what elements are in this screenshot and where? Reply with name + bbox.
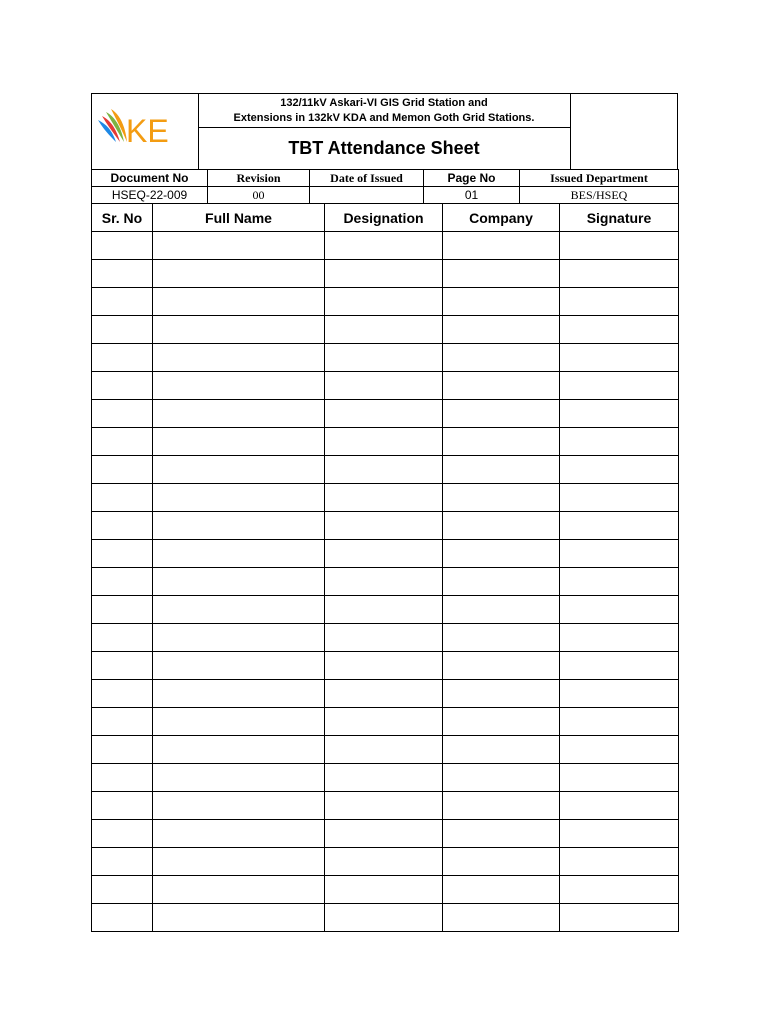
full-name-cell[interactable] xyxy=(153,232,325,260)
col-header-sr-no: Sr. No xyxy=(92,204,153,232)
company-cell[interactable] xyxy=(443,400,560,428)
designation-cell[interactable] xyxy=(325,904,443,932)
company-cell[interactable] xyxy=(443,624,560,652)
designation-cell[interactable] xyxy=(325,288,443,316)
col-header-designation: Designation xyxy=(325,204,443,232)
sr-no-cell[interactable] xyxy=(92,596,153,624)
company-cell[interactable] xyxy=(443,876,560,904)
company-cell[interactable] xyxy=(443,316,560,344)
company-cell[interactable] xyxy=(443,484,560,512)
header-block xyxy=(91,93,678,170)
signature-cell[interactable] xyxy=(560,680,679,708)
ke-logo xyxy=(96,106,194,156)
designation-cell[interactable] xyxy=(325,428,443,456)
project-title xyxy=(198,94,570,128)
full-name-cell[interactable] xyxy=(153,344,325,372)
table-row xyxy=(92,344,679,372)
full-name-cell[interactable] xyxy=(153,456,325,484)
signature-cell[interactable] xyxy=(560,792,679,820)
logo-cell xyxy=(92,94,199,169)
full-name-cell[interactable] xyxy=(153,624,325,652)
company-cell[interactable] xyxy=(443,288,560,316)
full-name-cell[interactable] xyxy=(153,904,325,932)
meta-label-row xyxy=(92,170,679,187)
table-row xyxy=(92,708,679,736)
sr-no-cell[interactable] xyxy=(92,624,153,652)
company-cell[interactable] xyxy=(443,736,560,764)
table-row xyxy=(92,596,679,624)
table-row xyxy=(92,904,679,932)
page-no-value: 01 xyxy=(424,187,520,204)
designation-cell[interactable] xyxy=(325,316,443,344)
company-cell[interactable] xyxy=(443,652,560,680)
sr-no-cell[interactable] xyxy=(92,344,153,372)
signature-cell[interactable] xyxy=(560,400,679,428)
designation-cell[interactable] xyxy=(325,232,443,260)
full-name-cell[interactable] xyxy=(153,288,325,316)
full-name-cell[interactable] xyxy=(153,372,325,400)
signature-cell[interactable] xyxy=(560,820,679,848)
table-row xyxy=(92,484,679,512)
sr-no-cell[interactable] xyxy=(92,400,153,428)
date-of-issued-value xyxy=(310,187,424,204)
full-name-cell[interactable] xyxy=(153,876,325,904)
signature-cell[interactable] xyxy=(560,540,679,568)
signature-cell[interactable] xyxy=(560,288,679,316)
designation-cell[interactable] xyxy=(325,484,443,512)
sr-no-cell[interactable] xyxy=(92,904,153,932)
sr-no-cell[interactable] xyxy=(92,680,153,708)
signature-cell[interactable] xyxy=(560,764,679,792)
col-header-full-name: Full Name xyxy=(153,204,325,232)
full-name-cell[interactable] xyxy=(153,708,325,736)
project-line-1: 132/11kV Askari-VI GIS Grid Station and xyxy=(280,97,488,109)
table-row xyxy=(92,372,679,400)
full-name-cell[interactable] xyxy=(153,764,325,792)
full-name-cell[interactable] xyxy=(153,820,325,848)
signature-cell[interactable] xyxy=(560,372,679,400)
company-cell[interactable] xyxy=(443,540,560,568)
logo-text: KE xyxy=(126,113,169,149)
table-row xyxy=(92,736,679,764)
signature-cell[interactable] xyxy=(560,904,679,932)
designation-cell[interactable] xyxy=(325,624,443,652)
signature-cell[interactable] xyxy=(560,596,679,624)
designation-cell[interactable] xyxy=(325,400,443,428)
sr-no-cell[interactable] xyxy=(92,848,153,876)
designation-cell[interactable] xyxy=(325,344,443,372)
sheet-title: TBT Attendance Sheet xyxy=(288,137,480,158)
sr-no-cell[interactable] xyxy=(92,316,153,344)
table-row xyxy=(92,764,679,792)
signature-cell[interactable] xyxy=(560,456,679,484)
designation-cell[interactable] xyxy=(325,512,443,540)
table-row xyxy=(92,260,679,288)
attendance-rows xyxy=(92,232,679,932)
full-name-cell[interactable] xyxy=(153,260,325,288)
company-cell[interactable] xyxy=(443,708,560,736)
sr-no-cell[interactable] xyxy=(92,792,153,820)
table-row xyxy=(92,624,679,652)
company-cell[interactable] xyxy=(443,260,560,288)
sr-no-cell[interactable] xyxy=(92,876,153,904)
designation-cell[interactable] xyxy=(325,736,443,764)
sr-no-cell[interactable] xyxy=(92,428,153,456)
table-row xyxy=(92,876,679,904)
designation-cell[interactable] xyxy=(325,792,443,820)
title-cell xyxy=(198,94,571,169)
full-name-cell[interactable] xyxy=(153,484,325,512)
designation-cell[interactable] xyxy=(325,708,443,736)
issued-department-label: Issued Department xyxy=(520,170,679,187)
signature-cell[interactable] xyxy=(560,736,679,764)
designation-cell[interactable] xyxy=(325,764,443,792)
company-cell[interactable] xyxy=(443,456,560,484)
table-row xyxy=(92,680,679,708)
table-row xyxy=(92,568,679,596)
table-row xyxy=(92,820,679,848)
attendance-sheet xyxy=(91,93,678,932)
col-header-company: Company xyxy=(443,204,560,232)
signature-cell[interactable] xyxy=(560,484,679,512)
table-row xyxy=(92,848,679,876)
revision-label: Revision xyxy=(208,170,310,187)
signature-cell[interactable] xyxy=(560,428,679,456)
date-of-issued-label: Date of Issued xyxy=(310,170,424,187)
sr-no-cell[interactable] xyxy=(92,456,153,484)
company-cell[interactable] xyxy=(443,428,560,456)
company-cell[interactable] xyxy=(443,680,560,708)
designation-cell[interactable] xyxy=(325,540,443,568)
document-no-label: Document No xyxy=(92,170,208,187)
full-name-cell[interactable] xyxy=(153,680,325,708)
table-row xyxy=(92,428,679,456)
company-cell[interactable] xyxy=(443,904,560,932)
designation-cell[interactable] xyxy=(325,820,443,848)
table-row xyxy=(92,316,679,344)
table-row xyxy=(92,512,679,540)
table-row xyxy=(92,652,679,680)
sr-no-cell[interactable] xyxy=(92,568,153,596)
sr-no-cell[interactable] xyxy=(92,260,153,288)
company-cell[interactable] xyxy=(443,820,560,848)
table-row xyxy=(92,456,679,484)
page-no-label: Page No xyxy=(424,170,520,187)
designation-cell[interactable] xyxy=(325,372,443,400)
company-cell[interactable] xyxy=(443,792,560,820)
sr-no-cell[interactable] xyxy=(92,736,153,764)
attendance-table xyxy=(91,203,679,932)
full-name-cell[interactable] xyxy=(153,428,325,456)
designation-cell[interactable] xyxy=(325,260,443,288)
signature-cell[interactable] xyxy=(560,848,679,876)
document-no-value: HSEQ-22-009 xyxy=(92,187,208,204)
project-line-2: Extensions in 132kV KDA and Memon Goth Grid Stations. xyxy=(233,112,535,124)
signature-cell[interactable] xyxy=(560,568,679,596)
sr-no-cell[interactable] xyxy=(92,512,153,540)
sr-no-cell[interactable] xyxy=(92,764,153,792)
table-row xyxy=(92,288,679,316)
signature-cell[interactable] xyxy=(560,232,679,260)
company-cell[interactable] xyxy=(443,764,560,792)
sr-no-cell[interactable] xyxy=(92,372,153,400)
company-cell[interactable] xyxy=(443,512,560,540)
issued-department-value: BES/HSEQ xyxy=(520,187,679,204)
sr-no-cell[interactable] xyxy=(92,540,153,568)
company-cell[interactable] xyxy=(443,344,560,372)
attendance-header-row xyxy=(92,204,679,232)
company-cell[interactable] xyxy=(443,848,560,876)
col-header-signature: Signature xyxy=(560,204,679,232)
signature-cell[interactable] xyxy=(560,512,679,540)
sr-no-cell[interactable] xyxy=(92,288,153,316)
signature-cell[interactable] xyxy=(560,652,679,680)
sr-no-cell[interactable] xyxy=(92,820,153,848)
company-cell[interactable] xyxy=(443,232,560,260)
table-row xyxy=(92,792,679,820)
table-row xyxy=(92,232,679,260)
document-meta-table xyxy=(91,169,679,204)
signature-cell[interactable] xyxy=(560,344,679,372)
signature-cell[interactable] xyxy=(560,316,679,344)
full-name-cell[interactable] xyxy=(153,792,325,820)
company-cell[interactable] xyxy=(443,568,560,596)
full-name-cell[interactable] xyxy=(153,400,325,428)
meta-value-row xyxy=(92,187,679,204)
sr-no-cell[interactable] xyxy=(92,232,153,260)
full-name-cell[interactable] xyxy=(153,568,325,596)
designation-cell[interactable] xyxy=(325,876,443,904)
sr-no-cell[interactable] xyxy=(92,652,153,680)
designation-cell[interactable] xyxy=(325,568,443,596)
signature-cell[interactable] xyxy=(560,624,679,652)
signature-cell[interactable] xyxy=(560,708,679,736)
designation-cell[interactable] xyxy=(325,596,443,624)
designation-cell[interactable] xyxy=(325,652,443,680)
company-cell[interactable] xyxy=(443,596,560,624)
designation-cell[interactable] xyxy=(325,848,443,876)
signature-cell[interactable] xyxy=(560,260,679,288)
full-name-cell[interactable] xyxy=(153,540,325,568)
full-name-cell[interactable] xyxy=(153,652,325,680)
table-row xyxy=(92,400,679,428)
full-name-cell[interactable] xyxy=(153,316,325,344)
company-cell[interactable] xyxy=(443,372,560,400)
table-row xyxy=(92,540,679,568)
revision-value: 00 xyxy=(208,187,310,204)
designation-cell[interactable] xyxy=(325,680,443,708)
signature-cell[interactable] xyxy=(560,876,679,904)
full-name-cell[interactable] xyxy=(153,848,325,876)
designation-cell[interactable] xyxy=(325,456,443,484)
full-name-cell[interactable] xyxy=(153,736,325,764)
full-name-cell[interactable] xyxy=(153,596,325,624)
sr-no-cell[interactable] xyxy=(92,484,153,512)
sr-no-cell[interactable] xyxy=(92,708,153,736)
full-name-cell[interactable] xyxy=(153,512,325,540)
